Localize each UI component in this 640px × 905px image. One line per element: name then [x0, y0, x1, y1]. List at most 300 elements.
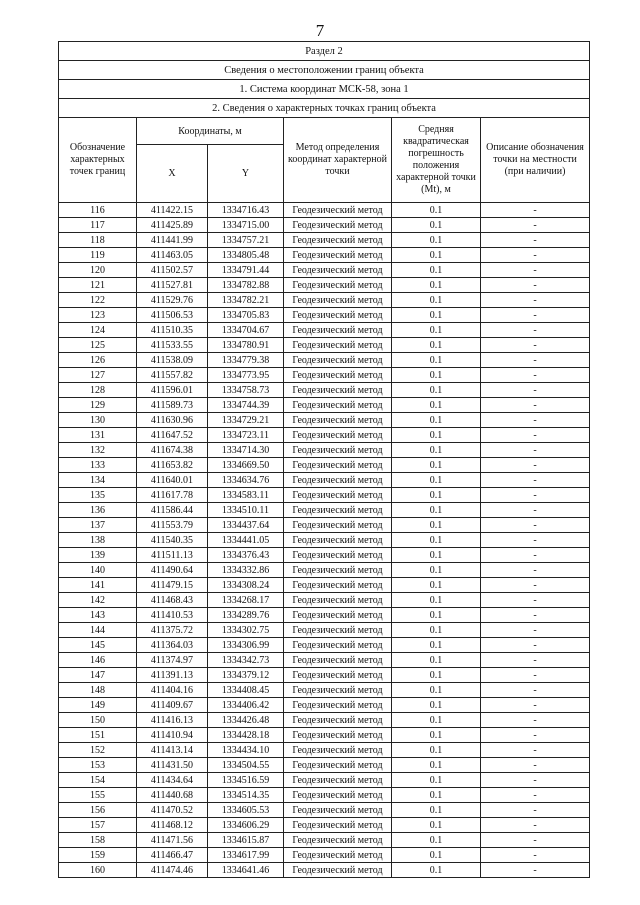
cell-accuracy: 0.1: [392, 743, 481, 758]
coord-system: 1. Система координат МСК-58, зона 1: [59, 80, 590, 99]
cell-x: 411527.81: [137, 278, 208, 293]
cell-method: Геодезический метод: [284, 638, 392, 653]
cell-x: 411431.50: [137, 758, 208, 773]
cell-x: 411479.15: [137, 578, 208, 593]
cell-method: Геодезический метод: [284, 848, 392, 863]
cell-accuracy: 0.1: [392, 278, 481, 293]
cell-method: Геодезический метод: [284, 368, 392, 383]
cell-x: 411375.72: [137, 623, 208, 638]
cell-method: Геодезический метод: [284, 383, 392, 398]
cell-x: 411434.64: [137, 773, 208, 788]
table-row: [59, 428, 590, 443]
cell-point-id: 117: [59, 218, 137, 233]
cell-x: 411416.13: [137, 713, 208, 728]
cell-description: -: [481, 848, 590, 863]
table-row: [59, 458, 590, 473]
cell-description: -: [481, 248, 590, 263]
cell-y: 1334714.30: [208, 443, 284, 458]
table-row: [59, 653, 590, 668]
cell-accuracy: 0.1: [392, 368, 481, 383]
cell-accuracy: 0.1: [392, 413, 481, 428]
cell-y: 1334516.59: [208, 773, 284, 788]
cell-point-id: 149: [59, 698, 137, 713]
table-row: [59, 758, 590, 773]
cell-description: -: [481, 638, 590, 653]
cell-accuracy: 0.1: [392, 503, 481, 518]
cell-y: 1334758.73: [208, 383, 284, 398]
cell-point-id: 122: [59, 293, 137, 308]
cell-description: -: [481, 368, 590, 383]
cell-x: 411466.47: [137, 848, 208, 863]
cell-point-id: 118: [59, 233, 137, 248]
cell-accuracy: 0.1: [392, 383, 481, 398]
cell-description: -: [481, 293, 590, 308]
cell-x: 411533.55: [137, 338, 208, 353]
cell-accuracy: 0.1: [392, 668, 481, 683]
cell-accuracy: 0.1: [392, 578, 481, 593]
cell-x: 411553.79: [137, 518, 208, 533]
cell-x: 411470.52: [137, 803, 208, 818]
cell-accuracy: 0.1: [392, 548, 481, 563]
cell-x: 411413.14: [137, 743, 208, 758]
page-number: 7: [315, 21, 325, 40]
cell-point-id: 141: [59, 578, 137, 593]
cell-y: 1334791.44: [208, 263, 284, 278]
table-row: [59, 803, 590, 818]
cell-point-id: 147: [59, 668, 137, 683]
cell-method: Геодезический метод: [284, 683, 392, 698]
cell-description: -: [481, 623, 590, 638]
cell-x: 411510.35: [137, 323, 208, 338]
cell-method: Геодезический метод: [284, 713, 392, 728]
table-row: [59, 293, 590, 308]
cell-accuracy: 0.1: [392, 473, 481, 488]
table-row: [59, 848, 590, 863]
cell-y: 1334406.42: [208, 698, 284, 713]
cell-x: 411538.09: [137, 353, 208, 368]
cell-accuracy: 0.1: [392, 488, 481, 503]
cell-point-id: 128: [59, 383, 137, 398]
cell-x: 411506.53: [137, 308, 208, 323]
cell-description: -: [481, 608, 590, 623]
table-row: [59, 248, 590, 263]
cell-accuracy: 0.1: [392, 848, 481, 863]
cell-x: 411391.13: [137, 668, 208, 683]
cell-method: Геодезический метод: [284, 263, 392, 278]
cell-description: -: [481, 218, 590, 233]
table-row: [59, 218, 590, 233]
cell-y: 1334723.11: [208, 428, 284, 443]
cell-point-id: 158: [59, 833, 137, 848]
cell-accuracy: 0.1: [392, 218, 481, 233]
cell-y: 1334757.21: [208, 233, 284, 248]
cell-y: 1334729.21: [208, 413, 284, 428]
cell-point-id: 139: [59, 548, 137, 563]
table-row: [59, 638, 590, 653]
table-row: [59, 518, 590, 533]
cell-description: -: [481, 833, 590, 848]
cell-point-id: 131: [59, 428, 137, 443]
table-row: [59, 683, 590, 698]
cell-accuracy: 0.1: [392, 443, 481, 458]
cell-y: 1334615.87: [208, 833, 284, 848]
cell-y: 1334634.76: [208, 473, 284, 488]
cell-point-id: 119: [59, 248, 137, 263]
cell-x: 411630.96: [137, 413, 208, 428]
cell-x: 411410.94: [137, 728, 208, 743]
cell-description: -: [481, 803, 590, 818]
table-row: [59, 263, 590, 278]
cell-point-id: 121: [59, 278, 137, 293]
cell-method: Геодезический метод: [284, 428, 392, 443]
cell-x: 411586.44: [137, 503, 208, 518]
cell-point-id: 124: [59, 323, 137, 338]
cell-accuracy: 0.1: [392, 773, 481, 788]
table-row: [59, 713, 590, 728]
cell-method: Геодезический метод: [284, 218, 392, 233]
cell-description: -: [481, 533, 590, 548]
cell-x: 411468.43: [137, 593, 208, 608]
cell-description: -: [481, 428, 590, 443]
cell-description: -: [481, 713, 590, 728]
header-y: Y: [208, 145, 284, 203]
cell-accuracy: 0.1: [392, 713, 481, 728]
cell-accuracy: 0.1: [392, 683, 481, 698]
cell-method: Геодезический метод: [284, 608, 392, 623]
cell-method: Геодезический метод: [284, 248, 392, 263]
cell-accuracy: 0.1: [392, 458, 481, 473]
table-row: [59, 668, 590, 683]
cell-x: 411374.97: [137, 653, 208, 668]
cell-description: -: [481, 353, 590, 368]
cell-y: 1334289.76: [208, 608, 284, 623]
table-row: [59, 833, 590, 848]
cell-y: 1334617.99: [208, 848, 284, 863]
table-row: [59, 323, 590, 338]
cell-accuracy: 0.1: [392, 608, 481, 623]
cell-description: -: [481, 818, 590, 833]
cell-point-id: 140: [59, 563, 137, 578]
cell-method: Геодезический метод: [284, 728, 392, 743]
cell-accuracy: 0.1: [392, 263, 481, 278]
cell-method: Геодезический метод: [284, 758, 392, 773]
cell-description: -: [481, 548, 590, 563]
cell-description: -: [481, 788, 590, 803]
table-row: [59, 398, 590, 413]
cell-point-id: 155: [59, 788, 137, 803]
cell-description: -: [481, 413, 590, 428]
cell-method: Геодезический метод: [284, 473, 392, 488]
table-row: [59, 578, 590, 593]
cell-description: -: [481, 653, 590, 668]
cell-method: Геодезический метод: [284, 518, 392, 533]
cell-point-id: 142: [59, 593, 137, 608]
cell-point-id: 127: [59, 368, 137, 383]
cell-x: 411404.16: [137, 683, 208, 698]
cell-point-id: 157: [59, 818, 137, 833]
cell-x: 411474.46: [137, 863, 208, 878]
cell-description: -: [481, 338, 590, 353]
table-row: [59, 473, 590, 488]
cell-method: Геодезический метод: [284, 818, 392, 833]
cell-method: Геодезический метод: [284, 488, 392, 503]
cell-accuracy: 0.1: [392, 698, 481, 713]
cell-x: 411557.82: [137, 368, 208, 383]
cell-description: -: [481, 518, 590, 533]
cell-point-id: 159: [59, 848, 137, 863]
table-row: [59, 788, 590, 803]
header-x: X: [137, 145, 208, 203]
cell-accuracy: 0.1: [392, 653, 481, 668]
cell-description: -: [481, 203, 590, 218]
cell-accuracy: 0.1: [392, 233, 481, 248]
cell-point-id: 129: [59, 398, 137, 413]
cell-y: 1334780.91: [208, 338, 284, 353]
cell-description: -: [481, 503, 590, 518]
cell-y: 1334379.12: [208, 668, 284, 683]
cell-point-id: 154: [59, 773, 137, 788]
cell-method: Геодезический метод: [284, 623, 392, 638]
cell-point-id: 143: [59, 608, 137, 623]
cell-description: -: [481, 578, 590, 593]
header-accuracy: Средняя квадратическая погрешность положения характерной точки (Mt), м: [392, 118, 481, 203]
cell-y: 1334437.64: [208, 518, 284, 533]
cell-x: 411647.52: [137, 428, 208, 443]
cell-accuracy: 0.1: [392, 203, 481, 218]
table-row: [59, 863, 590, 878]
cell-accuracy: 0.1: [392, 818, 481, 833]
cell-method: Геодезический метод: [284, 698, 392, 713]
cell-point-id: 153: [59, 758, 137, 773]
cell-point-id: 136: [59, 503, 137, 518]
cell-description: -: [481, 758, 590, 773]
cell-point-id: 116: [59, 203, 137, 218]
header-method: Метод определения координат характерной точки: [284, 118, 392, 203]
boundary-points-table: [58, 41, 590, 878]
cell-x: 411511.13: [137, 548, 208, 563]
cell-accuracy: 0.1: [392, 533, 481, 548]
cell-x: 411468.12: [137, 818, 208, 833]
cell-accuracy: 0.1: [392, 593, 481, 608]
cell-description: -: [481, 668, 590, 683]
cell-method: Геодезический метод: [284, 803, 392, 818]
cell-method: Геодезический метод: [284, 413, 392, 428]
cell-method: Геодезический метод: [284, 548, 392, 563]
cell-accuracy: 0.1: [392, 248, 481, 263]
cell-y: 1334302.75: [208, 623, 284, 638]
cell-y: 1334514.35: [208, 788, 284, 803]
cell-description: -: [481, 233, 590, 248]
cell-accuracy: 0.1: [392, 428, 481, 443]
cell-y: 1334782.88: [208, 278, 284, 293]
section-title: Раздел 2: [59, 42, 590, 61]
cell-method: Геодезический метод: [284, 863, 392, 878]
cell-description: -: [481, 863, 590, 878]
cell-x: 411441.99: [137, 233, 208, 248]
cell-x: 411425.89: [137, 218, 208, 233]
cell-description: -: [481, 698, 590, 713]
cell-x: 411409.67: [137, 698, 208, 713]
cell-x: 411529.76: [137, 293, 208, 308]
cell-y: 1334428.18: [208, 728, 284, 743]
cell-accuracy: 0.1: [392, 353, 481, 368]
subtitle: Сведения о местоположении границ объекта: [59, 61, 590, 80]
cell-point-id: 138: [59, 533, 137, 548]
cell-x: 411640.01: [137, 473, 208, 488]
cell-x: 411471.56: [137, 833, 208, 848]
table-row: [59, 278, 590, 293]
cell-y: 1334583.11: [208, 488, 284, 503]
header-coordinates: Координаты, м: [137, 118, 284, 145]
cell-description: -: [481, 458, 590, 473]
cell-y: 1334805.48: [208, 248, 284, 263]
cell-x: 411653.82: [137, 458, 208, 473]
cell-y: 1334715.00: [208, 218, 284, 233]
cell-accuracy: 0.1: [392, 293, 481, 308]
cell-description: -: [481, 683, 590, 698]
cell-accuracy: 0.1: [392, 833, 481, 848]
cell-point-id: 146: [59, 653, 137, 668]
table-row: [59, 743, 590, 758]
cell-x: 411463.05: [137, 248, 208, 263]
cell-accuracy: 0.1: [392, 308, 481, 323]
table-row: [59, 368, 590, 383]
cell-description: -: [481, 488, 590, 503]
cell-accuracy: 0.1: [392, 323, 481, 338]
cell-method: Геодезический метод: [284, 653, 392, 668]
cell-point-id: 126: [59, 353, 137, 368]
cell-description: -: [481, 443, 590, 458]
cell-point-id: 144: [59, 623, 137, 638]
cell-method: Геодезический метод: [284, 308, 392, 323]
cell-description: -: [481, 398, 590, 413]
table-row: [59, 623, 590, 638]
cell-description: -: [481, 743, 590, 758]
table-row: [59, 608, 590, 623]
table-row: [59, 593, 590, 608]
cell-point-id: 160: [59, 863, 137, 878]
cell-y: 1334408.45: [208, 683, 284, 698]
cell-point-id: 145: [59, 638, 137, 653]
cell-point-id: 125: [59, 338, 137, 353]
header-description: Описание обозначения точки на местности (при наличии): [481, 118, 590, 203]
cell-x: 411490.64: [137, 563, 208, 578]
table-row: [59, 728, 590, 743]
cell-x: 411589.73: [137, 398, 208, 413]
cell-method: Геодезический метод: [284, 593, 392, 608]
table-row: [59, 503, 590, 518]
cell-x: 411502.57: [137, 263, 208, 278]
cell-accuracy: 0.1: [392, 638, 481, 653]
table-row: [59, 308, 590, 323]
cell-method: Геодезический метод: [284, 443, 392, 458]
table-row: [59, 203, 590, 218]
cell-y: 1334605.53: [208, 803, 284, 818]
cell-y: 1334744.39: [208, 398, 284, 413]
cell-y: 1334342.73: [208, 653, 284, 668]
cell-point-id: 148: [59, 683, 137, 698]
table-row: [59, 353, 590, 368]
cell-method: Геодезический метод: [284, 458, 392, 473]
cell-method: Геодезический метод: [284, 578, 392, 593]
cell-method: Геодезический метод: [284, 353, 392, 368]
table-row: [59, 383, 590, 398]
cell-point-id: 133: [59, 458, 137, 473]
cell-y: 1334504.55: [208, 758, 284, 773]
cell-accuracy: 0.1: [392, 338, 481, 353]
cell-y: 1334641.46: [208, 863, 284, 878]
cell-accuracy: 0.1: [392, 398, 481, 413]
cell-point-id: 150: [59, 713, 137, 728]
header-point-designation: Обозначение характерных точек границ: [59, 118, 137, 203]
cell-method: Геодезический метод: [284, 323, 392, 338]
table-row: [59, 413, 590, 428]
cell-description: -: [481, 728, 590, 743]
cell-y: 1334308.24: [208, 578, 284, 593]
cell-point-id: 123: [59, 308, 137, 323]
cell-x: 411364.03: [137, 638, 208, 653]
cell-method: Геодезический метод: [284, 743, 392, 758]
table-row: [59, 533, 590, 548]
table-row: [59, 488, 590, 503]
cell-y: 1334332.86: [208, 563, 284, 578]
cell-point-id: 137: [59, 518, 137, 533]
cell-method: Геодезический метод: [284, 398, 392, 413]
table-row: [59, 548, 590, 563]
cell-y: 1334306.99: [208, 638, 284, 653]
cell-accuracy: 0.1: [392, 623, 481, 638]
table-row: [59, 818, 590, 833]
cell-method: Геодезический метод: [284, 788, 392, 803]
cell-y: 1334716.43: [208, 203, 284, 218]
cell-description: -: [481, 473, 590, 488]
cell-accuracy: 0.1: [392, 518, 481, 533]
points-title: 2. Сведения о характерных точках границ объекта: [59, 99, 590, 118]
cell-point-id: 135: [59, 488, 137, 503]
cell-description: -: [481, 383, 590, 398]
cell-description: -: [481, 323, 590, 338]
cell-method: Геодезический метод: [284, 293, 392, 308]
cell-method: Геодезический метод: [284, 668, 392, 683]
cell-point-id: 132: [59, 443, 137, 458]
cell-y: 1334510.11: [208, 503, 284, 518]
cell-x: 411422.15: [137, 203, 208, 218]
cell-accuracy: 0.1: [392, 803, 481, 818]
cell-y: 1334773.95: [208, 368, 284, 383]
cell-method: Геодезический метод: [284, 773, 392, 788]
table-row: [59, 338, 590, 353]
cell-accuracy: 0.1: [392, 758, 481, 773]
cell-x: 411674.38: [137, 443, 208, 458]
cell-y: 1334782.21: [208, 293, 284, 308]
cell-x: 411440.68: [137, 788, 208, 803]
cell-y: 1334376.43: [208, 548, 284, 563]
cell-description: -: [481, 563, 590, 578]
cell-y: 1334434.10: [208, 743, 284, 758]
cell-method: Геодезический метод: [284, 533, 392, 548]
cell-y: 1334441.05: [208, 533, 284, 548]
cell-x: 411596.01: [137, 383, 208, 398]
table-row: [59, 443, 590, 458]
cell-point-id: 130: [59, 413, 137, 428]
cell-point-id: 156: [59, 803, 137, 818]
cell-point-id: 151: [59, 728, 137, 743]
cell-accuracy: 0.1: [392, 563, 481, 578]
cell-method: Геодезический метод: [284, 338, 392, 353]
table-row: [59, 233, 590, 248]
cell-accuracy: 0.1: [392, 863, 481, 878]
cell-method: Геодезический метод: [284, 503, 392, 518]
